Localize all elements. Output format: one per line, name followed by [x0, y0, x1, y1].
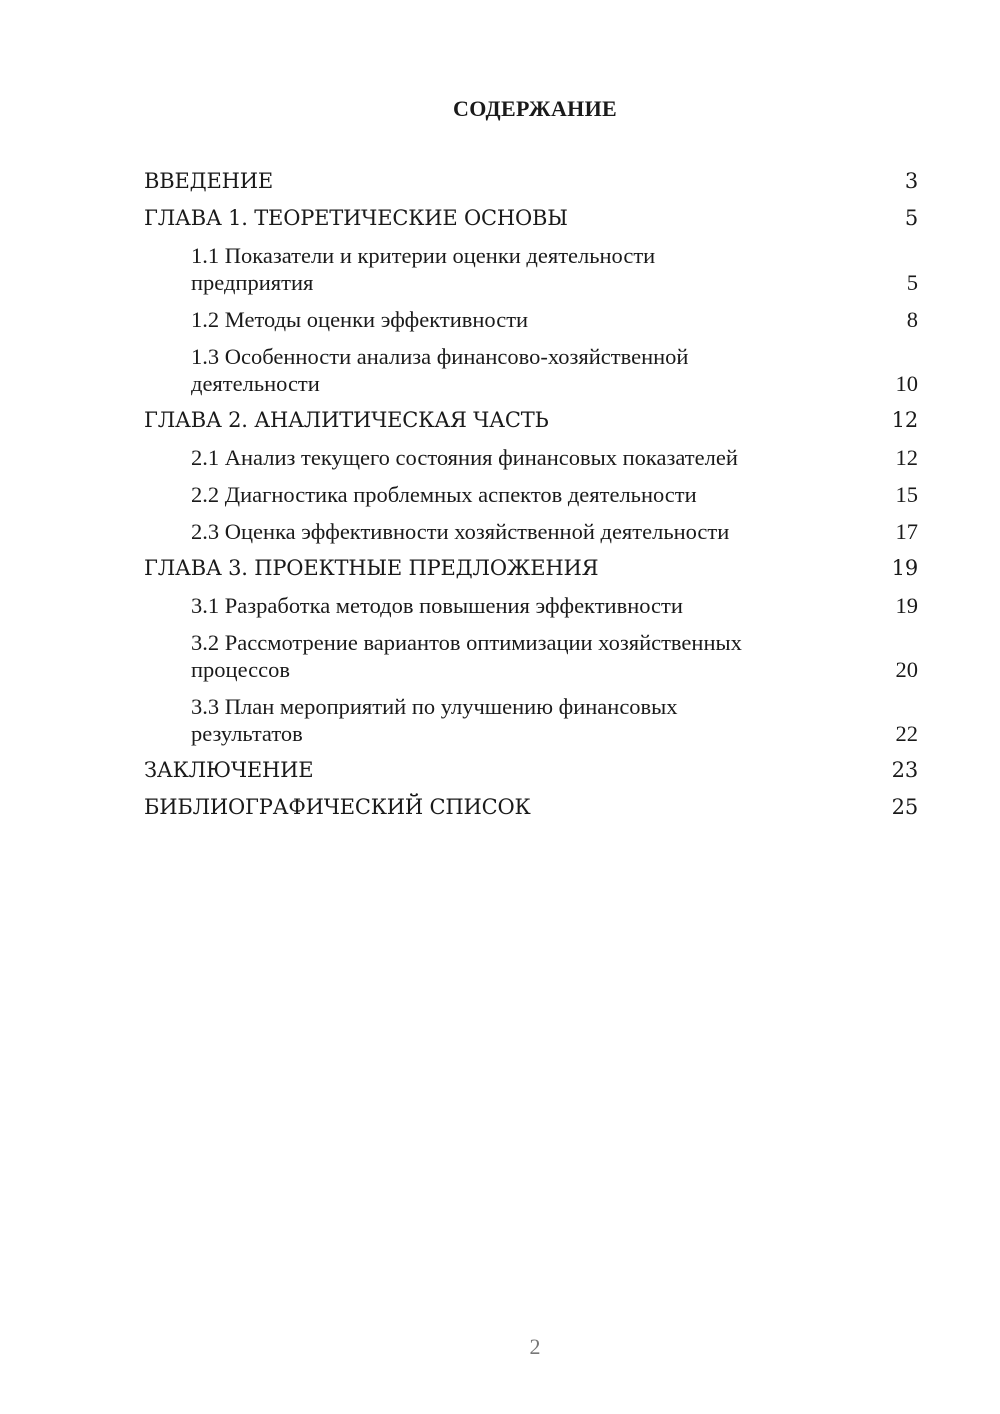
page-number: 2	[529, 1334, 541, 1359]
toc-entry-text: ГЛАВА 2. АНАЛИТИЧЕСКАЯ ЧАСТЬ	[144, 408, 549, 432]
toc-entry-text: 2.2 Диагностика проблемных аспектов деятельности	[191, 482, 697, 507]
toc-entry-page: 10	[895, 371, 918, 396]
toc-entry-text: 3.2 Рассмотрение вариантов оптимизации хозяйственных процессов	[191, 630, 742, 682]
toc-entry-text: 3.1 Разработка методов повышения эффективности	[191, 593, 683, 618]
toc-entry-text: ЗАКЛЮЧЕНИЕ	[144, 758, 314, 782]
toc-entry-page: 20	[895, 657, 918, 682]
toc-entry-section-2-1[interactable]	[144, 444, 918, 471]
toc-entry-page: 5	[906, 270, 918, 295]
toc-entry-section-3-3[interactable]	[144, 693, 918, 747]
toc-entry-text: 2.3 Оценка эффективности хозяйственной деятельности	[191, 519, 730, 544]
toc-entry-chapter-3[interactable]	[144, 555, 918, 582]
toc-entry-section-2-3[interactable]	[144, 518, 918, 545]
toc-entry-page: 19	[895, 593, 918, 618]
toc-entry-page: 5	[904, 206, 918, 230]
toc-entry-section-2-2[interactable]	[144, 481, 918, 508]
toc-entry-page: 12	[891, 408, 918, 432]
toc-entry-section-1-3[interactable]	[144, 343, 918, 397]
toc-entry-text: 1.3 Особенности анализа финансово-хозяйственной деятельности	[191, 344, 689, 396]
toc-entry-page: 3	[904, 169, 918, 193]
toc-entry-page: 15	[895, 482, 918, 507]
toc-entry-text: БИБЛИОГРАФИЧЕСКИЙ СПИСОК	[144, 795, 531, 819]
toc-entry-bibliography[interactable]	[144, 794, 918, 821]
toc-entry-page: 17	[895, 519, 918, 544]
toc-entry-page: 19	[891, 556, 918, 580]
toc-entry-text: 2.1 Анализ текущего состояния финансовых показателей	[191, 445, 738, 470]
toc-entry-page: 25	[891, 795, 918, 819]
toc-entry-text: ГЛАВА 3. ПРОЕКТНЫЕ ПРЕДЛОЖЕНИЯ	[144, 556, 599, 580]
toc-entry-section-3-2[interactable]	[144, 629, 918, 683]
toc-entry-text: 3.3 План мероприятий по улучшению финансовых результатов	[191, 694, 678, 746]
toc-entry-introduction[interactable]	[144, 168, 918, 195]
toc-entry-section-1-2[interactable]	[144, 306, 918, 333]
toc-entry-chapter-2[interactable]	[144, 407, 918, 434]
toc-entry-text: ВВЕДЕНИЕ	[144, 169, 273, 193]
table-of-contents	[144, 168, 918, 831]
toc-entry-text: 1.2 Методы оценки эффективности	[191, 307, 529, 332]
toc-entry-text: 1.1 Показатели и критерии оценки деятельности предприятия	[191, 243, 656, 295]
toc-entry-section-3-1[interactable]	[144, 592, 918, 619]
toc-entry-section-1-1[interactable]	[144, 242, 918, 296]
toc-entry-page: 22	[895, 721, 918, 746]
toc-entry-text: ГЛАВА 1. ТЕОРЕТИЧЕСКИЕ ОСНОВЫ	[144, 206, 568, 230]
page-title: СОДЕРЖАНИЕ	[453, 96, 617, 121]
toc-entry-chapter-1[interactable]	[144, 205, 918, 232]
toc-entry-page: 23	[891, 758, 918, 782]
toc-entry-conclusion[interactable]	[144, 757, 918, 784]
toc-entry-page: 12	[895, 445, 918, 470]
toc-entry-page: 8	[906, 307, 918, 332]
